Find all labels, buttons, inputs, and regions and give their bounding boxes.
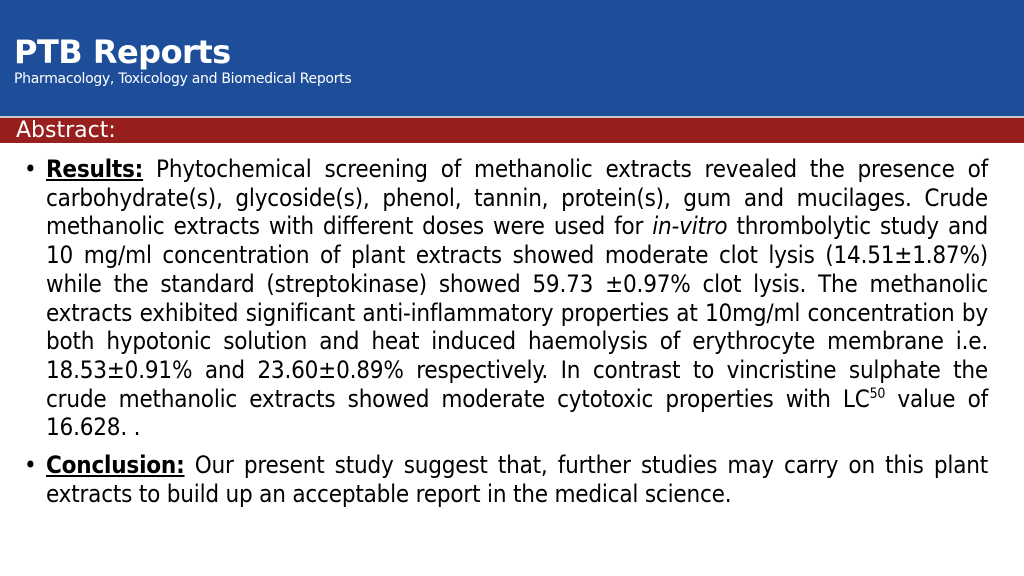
results-text-3: value of 16.628. . (46, 384, 988, 442)
results-text-1: Phytochemical screening of methanolic extracts revealed the presence of carbohydrate(s), glycoside(s), phenol, tannin, protein(s), gum and mucilages. Crude methanolic extracts with different doses were used for (46, 155, 988, 241)
conclusion-label: Conclusion: (46, 451, 185, 480)
section-band (0, 116, 1024, 143)
conclusion-text: Our present study suggest that, further studies may carry on this plant extracts to build up an acceptable report in the medical science. (46, 451, 988, 508)
lc-subscript: 50 (869, 385, 886, 402)
results-text-2: thrombolytic study and 10 mg/ml concentration of plant extracts showed moderate clot lysis (14.51±1.87%) while the standard (streptokinase) showed 59.73 ±0.97% clot lysis. The methanolic extracts exhibited significant anti-inflammatory properties at 10mg/ml concentration by both hypotonic solution and heat induced haemolysis of erythrocyte membrane i.e. 18.53±0.91% and 23.60±0.89% respectively. In contrast to vincristine sulphate the crude methanolic extracts showed moderate cytotoxic properties with LC (46, 212, 988, 413)
bullet-icon: • (24, 451, 37, 480)
results-bullet (24, 155, 988, 442)
brand-title: PTB Reports (14, 33, 231, 71)
bullet-icon: • (24, 155, 37, 183)
conclusion-bullet (24, 451, 988, 508)
section-title: Abstract: (16, 118, 116, 143)
results-italic: in-vitro (652, 212, 728, 241)
results-label: Results: (46, 155, 144, 183)
header-bar (0, 0, 1024, 116)
abstract-content (24, 155, 988, 517)
brand-subtitle: Pharmacology, Toxicology and Biomedical Reports (14, 71, 352, 87)
